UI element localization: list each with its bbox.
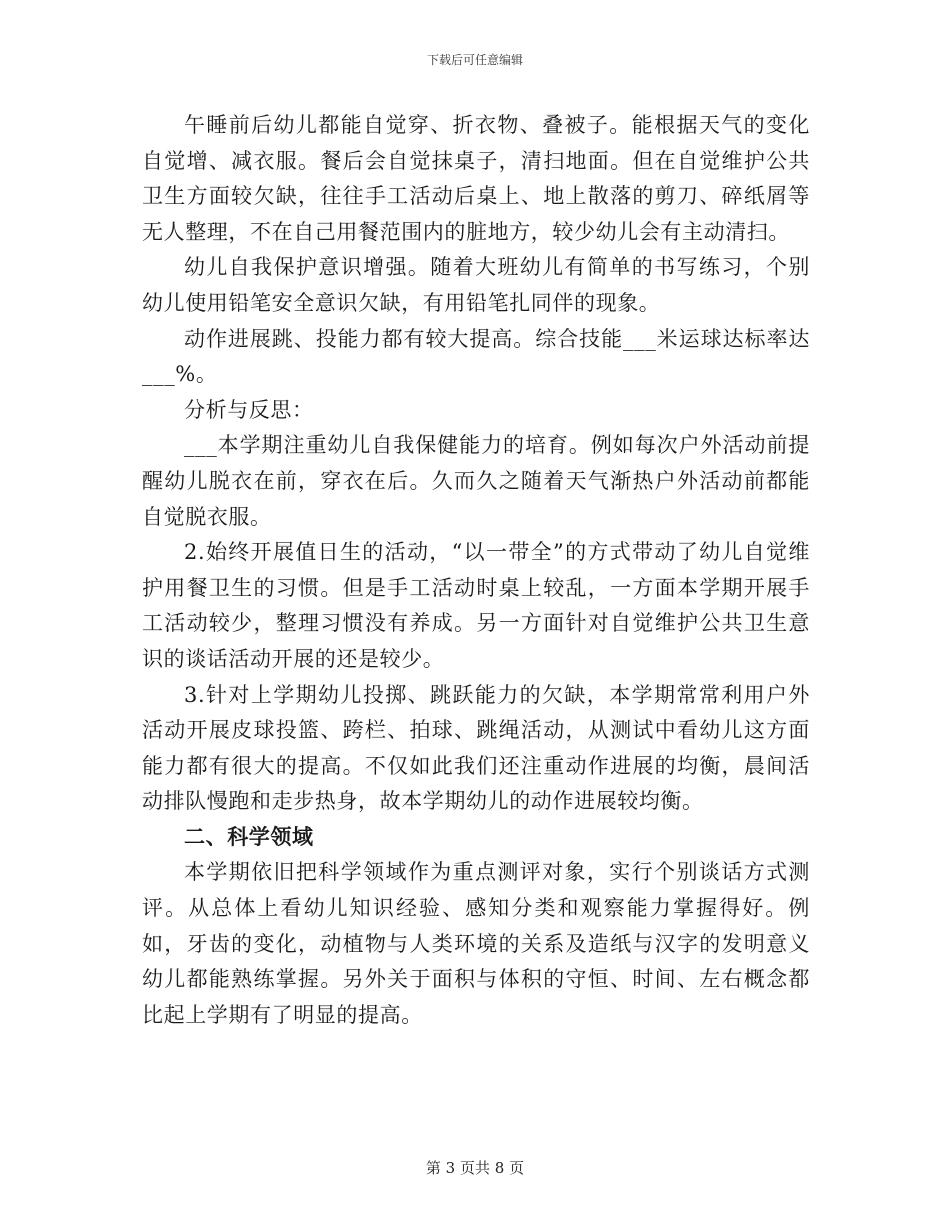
paragraph-analysis-2: 2.始终开展值日生的活动，“以一带全”的方式带动了幼儿自觉维护用餐卫生的习惯。但是手工活动时桌上较乱，一方面本学期开展手工活动较少，整理习惯没有养成。另一方面针对自觉维护公共卫生意识的谈话活动开展的还是较少。 bbox=[142, 540, 810, 671]
page-header bbox=[0, 50, 950, 70]
paragraph-analysis-1: ___本学期注重幼儿自我保健能力的培育。例如每次户外活动前提醒幼儿脱衣在前，穿衣在后。久而久之随着天气渐热户外活动前都能自觉脱衣服。 bbox=[142, 433, 810, 529]
header-note: 下载后可任意编辑 bbox=[426, 53, 523, 67]
paragraph-motor-skills: 动作进展跳、投能力都有较大提高。综合技能___米运球达标率达___%。 bbox=[142, 326, 810, 387]
page-number: 第 3 页共 8 页 bbox=[425, 1159, 525, 1177]
paragraph-self-protection: 幼儿自我保护意识增强。随着大班幼儿有简单的书写练习，个别幼儿使用铅笔安全意识欠缺，有用铅笔扎同伴的现象。 bbox=[142, 255, 810, 315]
section-heading-science: 二、科学领域 bbox=[184, 824, 314, 849]
paragraph-analysis-3: 3.针对上学期幼儿投掷、跳跃能力的欠缺，本学期常常利用户外活动开展皮球投篮、跨栏、拍球、跳绳活动，从测试中看幼儿这方面能力都有很大的提高。不仅如此我们还注重动作进展的均衡，晨间活动排队慢跑和走步热身，故本学期幼儿的动作进展较均衡。 bbox=[142, 682, 810, 814]
document-body bbox=[142, 108, 810, 1033]
paragraph-analysis-label: 分析与反思： bbox=[184, 397, 314, 422]
paragraph-science: 本学期依旧把科学领域作为重点测评对象，实行个别谈话方式测评。从总体上看幼儿知识经验、感知分类和观察能力掌握得好。例如，牙齿的变化，动植物与人类环境的关系及造纸与汉字的发明意义幼儿都能熟练掌握。另外关于面积与体积的守恒、时间、左右概念都比起上学期有了明显的提高。 bbox=[142, 860, 810, 1027]
page-footer bbox=[0, 1158, 950, 1178]
paragraph-self-care: 午睡前后幼儿都能自觉穿、折衣物、叠被子。能根据天气的变化自觉增、减衣服。餐后会自觉抹桌子，清扫地面。但在自觉维护公共卫生方面较欠缺，往往手工活动后桌上、地上散落的剪刀、碎纸屑等无人整理，不在自己用餐范围内的脏地方，较少幼儿会有主动清扫。 bbox=[142, 113, 810, 244]
